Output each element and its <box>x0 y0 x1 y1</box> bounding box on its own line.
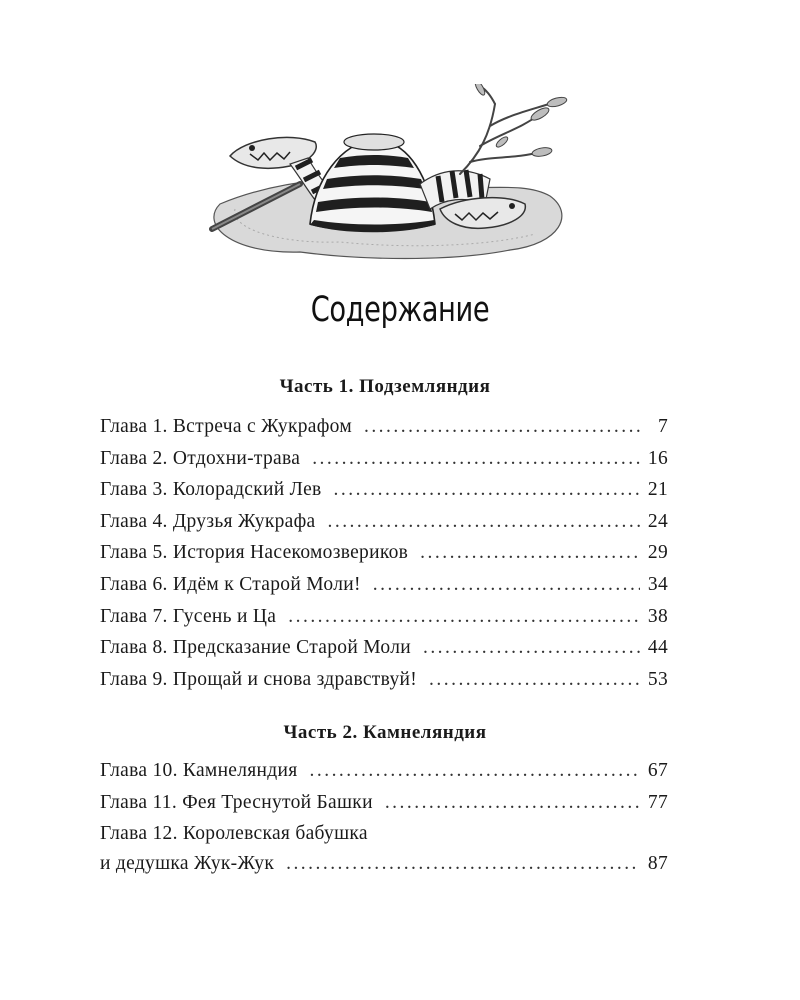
part-1-heading: Часть 1. Подземляндия <box>279 376 491 397</box>
page-title: Содержание <box>310 290 490 330</box>
dot-leader <box>286 853 640 875</box>
toc-entry-chapter-12[interactable] <box>100 853 668 885</box>
chapter-title: Глава 5. История Насекомозвериков <box>100 542 409 564</box>
chapter-title-continuation: и дедушка Жук-Жук <box>100 853 275 875</box>
toc-entry-chapter-11[interactable] <box>100 792 668 824</box>
toc-entry-chapter-7[interactable] <box>100 606 668 638</box>
dot-leader <box>423 637 640 659</box>
chapter-title: Глава 12. Королевская бабушка <box>100 823 368 845</box>
page-number: 34 <box>647 573 668 595</box>
dot-leader <box>334 479 640 501</box>
page-number: 38 <box>647 605 668 627</box>
chapter-title: Глава 10. Камнеляндия <box>100 760 298 781</box>
dot-leader <box>429 669 640 691</box>
page-number: 24 <box>647 510 668 532</box>
chapter-title: Глава 1. Встреча с Жукрафом <box>100 416 352 437</box>
dot-leader <box>364 416 640 438</box>
toc-entry-chapter-12-line-1[interactable] <box>100 823 668 853</box>
toc-entry-chapter-6[interactable] <box>100 574 668 606</box>
toc-entry-chapter-2[interactable] <box>100 448 668 480</box>
toc-entry-chapter-5[interactable] <box>100 542 668 574</box>
chapter-title: Глава 6. Идём к Старой Моли! <box>100 573 361 595</box>
chapter-title: Глава 11. Фея Треснутой Башки <box>100 791 373 813</box>
page-number: 29 <box>647 542 668 564</box>
part-2-chapter-list <box>100 760 668 885</box>
toc-entry-chapter-4[interactable] <box>100 511 668 543</box>
chapter-title: Глава 4. Друзья Жукрафа <box>100 510 316 532</box>
part-1-chapter-list <box>100 416 668 700</box>
chapter-title: Глава 8. Предсказание Старой Моли <box>100 637 411 659</box>
toc-entry-chapter-1[interactable] <box>100 416 668 448</box>
page-number: 77 <box>647 791 668 813</box>
chapter-title: Глава 7. Гусень и Ца <box>100 605 277 627</box>
chapter-title: Глава 3. Колорадский Лев <box>100 479 322 501</box>
page-number: 87 <box>647 853 668 875</box>
dot-leader <box>312 448 640 470</box>
dot-leader <box>328 511 641 533</box>
page-number: 67 <box>647 760 668 781</box>
striped-creature-illustration <box>190 84 580 264</box>
toc-entry-chapter-8[interactable] <box>100 637 668 669</box>
dot-leader <box>420 542 640 564</box>
chapter-title: Глава 2. Отдохни-трава <box>100 447 301 469</box>
page-number: 53 <box>647 668 668 690</box>
page-number: 44 <box>647 637 668 659</box>
page-number: 7 <box>657 416 668 437</box>
part-2-heading: Часть 2. Камнеляндия <box>283 722 487 743</box>
dot-leader <box>310 760 640 782</box>
dot-leader <box>385 792 640 814</box>
toc-entry-chapter-10[interactable] <box>100 760 668 792</box>
dot-leader <box>288 606 640 628</box>
chapter-title: Глава 9. Прощай и снова здравствуй! <box>100 668 418 690</box>
toc-entry-chapter-3[interactable] <box>100 479 668 511</box>
page-number: 16 <box>647 447 668 469</box>
page-number: 21 <box>647 479 668 501</box>
dot-leader <box>373 574 640 596</box>
toc-entry-chapter-9[interactable] <box>100 669 668 701</box>
